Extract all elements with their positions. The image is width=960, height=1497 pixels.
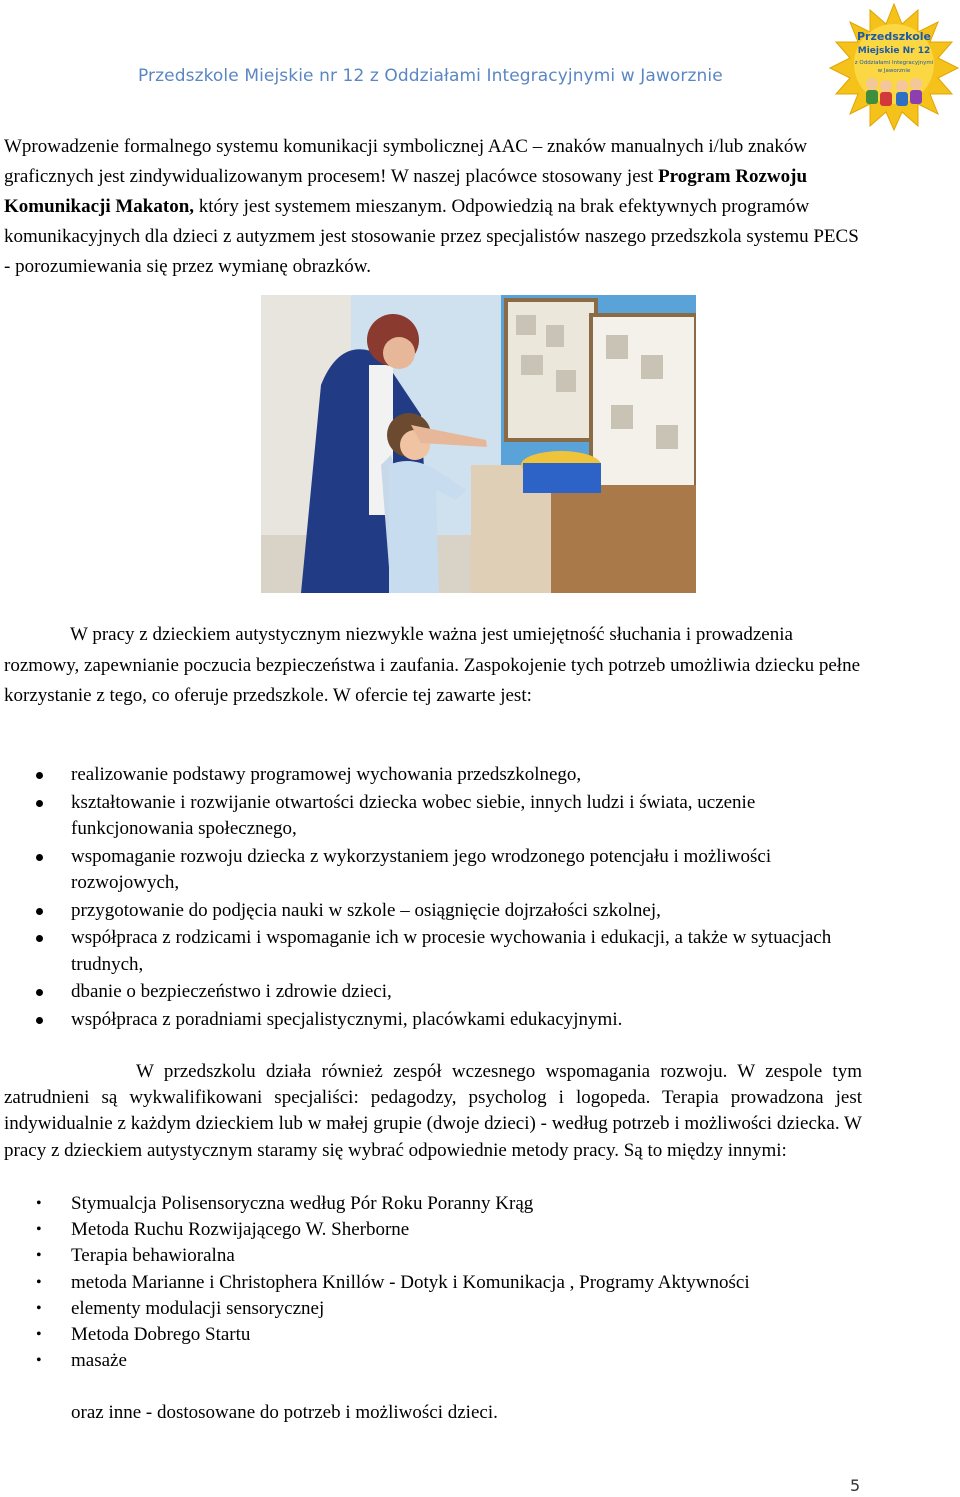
bullet-dot-icon bbox=[36, 935, 43, 942]
logo-line-1: Przedszkole bbox=[857, 30, 931, 43]
listening-text: W pracy z dzieckiem autystycznym niezwykle ważna jest umiejętność słuchania i prowadzenia rozmowy, zapewnianie poczucia bezpieczeństwa i zaufania. Zaspokojenie tych potrzeb umożliwia dziecku pełne korzystanie z tego, co oferuje przedszkole. W ofercie tej zawarte jest: bbox=[4, 624, 861, 706]
list-item: wspomaganie rozwoju dziecka z wykorzystaniem jego wrodzonego potencjału i możliwości rozwojowych, bbox=[0, 844, 851, 897]
list-item: realizowanie podstawy programowej wychowania przedszkolnego, bbox=[0, 762, 851, 789]
bullet-dot-icon bbox=[36, 772, 43, 779]
bullet-icon: • bbox=[36, 1195, 42, 1212]
closing-line: oraz inne - dostosowane do potrzeb i możliwości dzieci. bbox=[71, 1402, 498, 1423]
list-item: • Metoda Dobrego Startu bbox=[0, 1322, 831, 1348]
therapy-photo bbox=[261, 295, 696, 593]
list-item: przygotowanie do podjęcia nauki w szkole – osiągnięcie dojrzałości szkolnej, bbox=[0, 898, 851, 925]
list-item: dbanie o bezpieczeństwo i zdrowie dzieci, bbox=[0, 979, 851, 1006]
methods-list bbox=[0, 1191, 831, 1374]
list-item: • metoda Marianne i Christophera Knillów - Dotyk i Komunikacja , Programy Aktywności bbox=[0, 1270, 831, 1296]
bullet-icon: • bbox=[36, 1247, 42, 1265]
bullet-icon: • bbox=[36, 1299, 42, 1317]
list-item: współpraca z rodzicami i wspomaganie ich w procesie wychowania i edukacji, a także w sytuacjach trudnych, bbox=[0, 925, 851, 978]
bullet-dot-icon bbox=[36, 989, 43, 996]
bullet-icon: • bbox=[36, 1352, 42, 1370]
bullet-dot-icon bbox=[36, 854, 43, 861]
bullet-icon: • bbox=[36, 1273, 42, 1291]
list-item: • Stymualcja Polisensoryczna według Pór Roku Poranny Krąg bbox=[0, 1191, 831, 1217]
list-item: kształtowanie i rozwijanie otwartości dziecka wobec siebie, innych ludzi i świata, uczenie funkcjonowania społecznego, bbox=[0, 790, 851, 843]
logo-line-4: w Jaworznie bbox=[877, 68, 911, 74]
bullet-dot-icon bbox=[36, 800, 43, 807]
intro-paragraph bbox=[4, 132, 862, 282]
page-number: 5 bbox=[850, 1476, 861, 1495]
team-text: W przedszkolu działa również zespół wczesnego wspomagania rozwoju. W zespole tym zatrudnieni są wykwalifikowani specjaliści: pedagodzy, psycholog i logopeda. Terapia prowadzona jest indywidualnie z każdym dzieckiem lub w małej grupie (dwoje dzieci) - według potrzeb i możliwości dziecka. W pracy z dzieckiem autystycznym staramy się wybrać odpowiednie metody pracy. Są to między innymi: bbox=[4, 1061, 862, 1161]
makaton-program-name: Program Rozwoju Komunikacji Makaton, bbox=[4, 166, 808, 217]
list-item: • elementy modulacji sensorycznej bbox=[0, 1296, 831, 1322]
list-item: • masaże bbox=[0, 1348, 831, 1374]
bullet-icon: • bbox=[36, 1326, 42, 1344]
list-item: • Metoda Ruchu Rozwijającego W. Sherborne bbox=[0, 1217, 831, 1243]
offer-list bbox=[0, 762, 851, 1034]
list-item: współpraca z poradniami specjalistycznymi, placówkami edukacyjnymi. bbox=[0, 1007, 851, 1034]
list-item: • Terapia behawioralna bbox=[0, 1243, 831, 1269]
preschool-logo bbox=[828, 2, 960, 132]
bullet-icon: • bbox=[36, 1221, 42, 1239]
document-header-title: Przedszkole Miejskie nr 12 z Oddziałami Integracyjnymi w Jaworznie bbox=[138, 66, 723, 86]
team-paragraph bbox=[4, 1059, 862, 1164]
intro-text-continued: który jest systemem mieszanym. Odpowiedzią na brak efektywnych programów komunikacyjnych dla dzieci z autyzmem jest stosowanie przez specjalistów naszego przedszkola systemu PECS - porozumiewania się przez wymianę obrazków. bbox=[4, 196, 859, 277]
bullet-dot-icon bbox=[36, 1017, 43, 1024]
bullet-dot-icon bbox=[36, 908, 43, 915]
intro-text: Wprowadzenie formalnego systemu komunikacji symbolicznej AAC – znaków manualnych i/lub znaków graficznych jest zindywidualizowanym procesem! W naszej placówce stosowany jest bbox=[4, 136, 808, 187]
logo-line-2: Miejskie Nr 12 bbox=[857, 46, 931, 56]
listening-paragraph bbox=[4, 620, 862, 712]
logo-line-3: z Oddziałami Integracyjnymi bbox=[854, 60, 934, 66]
